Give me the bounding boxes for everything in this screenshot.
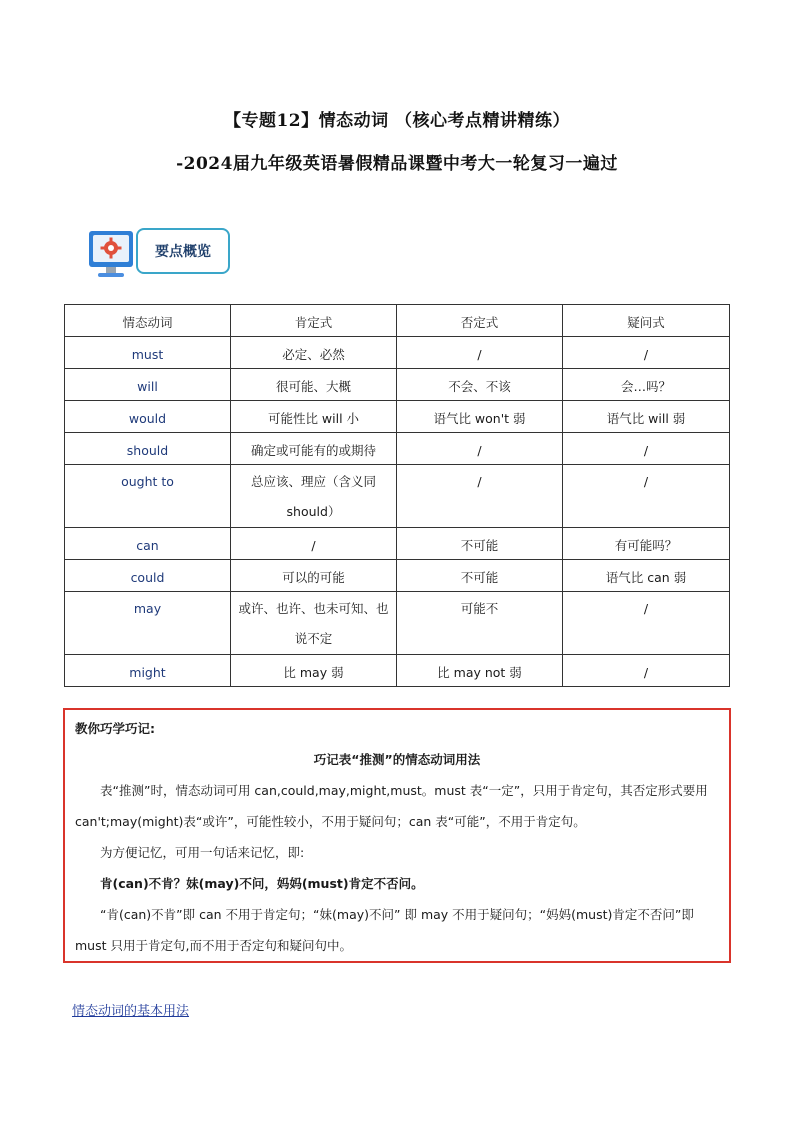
table-row: [65, 655, 730, 687]
tip-paragraph: “肯(can)不肯”即 can 不用于肯定句；“妹(may)不问” 即 may 不用于疑问句；“妈妈(must)肯定不否问”即 must 只用于肯定句,而不用于否定句和疑问句中。: [75, 907, 694, 953]
verb-cell: ought to: [65, 465, 231, 528]
question-cell: /: [563, 465, 730, 528]
verb-cell: would: [65, 401, 231, 433]
negative-cell: /: [397, 433, 563, 465]
affirmative-cell: 很可能、大概: [231, 369, 397, 401]
verb-cell: may: [65, 592, 231, 655]
title-line-2: -2024届九年级英语暑假精品课暨中考大一轮复习一遍过: [176, 154, 618, 174]
question-cell: 会…吗？: [563, 369, 730, 401]
negative-cell: /: [397, 337, 563, 369]
question-cell: 语气比 can 弱: [563, 560, 730, 592]
affirmative-cell: 确定或可能有的或期待: [231, 433, 397, 465]
question-cell: 语气比 will 弱: [563, 401, 730, 433]
negative-cell: 不可能: [397, 528, 563, 560]
table-row: [65, 560, 730, 592]
header-cell: 疑问式: [563, 305, 730, 337]
tip-paragraph: 为方便记忆，可用一句话来记忆，即:: [100, 845, 305, 860]
tip-paragraph: 表“推测”时，情态动词可用 can,could,may,might,must。must 表“一定”，只用于肯定句，其否定形式要用 can't;may(might)表“或许”，可能性较小，不用于疑问句；can 表“可能”，不用于肯定句。: [75, 783, 708, 829]
affirmative-cell: 可能性比 will 小: [231, 401, 397, 433]
question-cell: /: [563, 592, 730, 655]
header-cell: 肯定式: [231, 305, 397, 337]
tip-title: 教你巧学巧记:: [75, 721, 155, 736]
table-row: [65, 433, 730, 465]
table-row: [65, 337, 730, 369]
negative-cell: 不会、不该: [397, 369, 563, 401]
affirmative-cell: 比 may 弱: [231, 655, 397, 687]
question-cell: 有可能吗？: [563, 528, 730, 560]
affirmative-cell: 可以的可能: [231, 560, 397, 592]
negative-cell: 语气比 won't 弱: [397, 401, 563, 433]
verb-cell: must: [65, 337, 231, 369]
affirmative-cell: 或许、也许、也未可知、也说不定: [231, 592, 397, 655]
negative-cell: 不可能: [397, 560, 563, 592]
header-cell: 否定式: [397, 305, 563, 337]
header-cell: 情态动词: [65, 305, 231, 337]
table-header-row: [65, 305, 730, 337]
affirmative-cell: /: [231, 528, 397, 560]
table-row: [65, 528, 730, 560]
question-cell: /: [563, 433, 730, 465]
basic-usage-link[interactable]: 情态动词的基本用法: [72, 1004, 190, 1019]
monitor-gear-icon: [88, 228, 134, 280]
section-header: [88, 228, 238, 280]
question-cell: /: [563, 337, 730, 369]
modal-verb-table: [64, 304, 730, 687]
title-line-1: 【专题12】情态动词 （核心考点精讲精练）: [223, 111, 571, 131]
table-row: [65, 592, 730, 655]
question-cell: /: [563, 655, 730, 687]
negative-cell: /: [397, 465, 563, 528]
section-title: 要点概览: [136, 228, 230, 274]
table-row: [65, 369, 730, 401]
affirmative-cell: 必定、必然: [231, 337, 397, 369]
verb-cell: can: [65, 528, 231, 560]
tip-subtitle: 巧记表“推测”的情态动词用法: [313, 752, 481, 767]
verb-cell: might: [65, 655, 231, 687]
negative-cell: 可能不: [397, 592, 563, 655]
verb-cell: will: [65, 369, 231, 401]
table-row: [65, 401, 730, 433]
affirmative-cell: 总应该、理应（含义同should）: [231, 465, 397, 528]
memory-tip-box: [63, 708, 731, 963]
tip-mnemonic: 肯(can)不肯？妹(may)不问，妈妈(must)肯定不否问。: [100, 876, 424, 891]
table-row: [65, 465, 730, 528]
verb-cell: could: [65, 560, 231, 592]
verb-cell: should: [65, 433, 231, 465]
negative-cell: 比 may not 弱: [397, 655, 563, 687]
